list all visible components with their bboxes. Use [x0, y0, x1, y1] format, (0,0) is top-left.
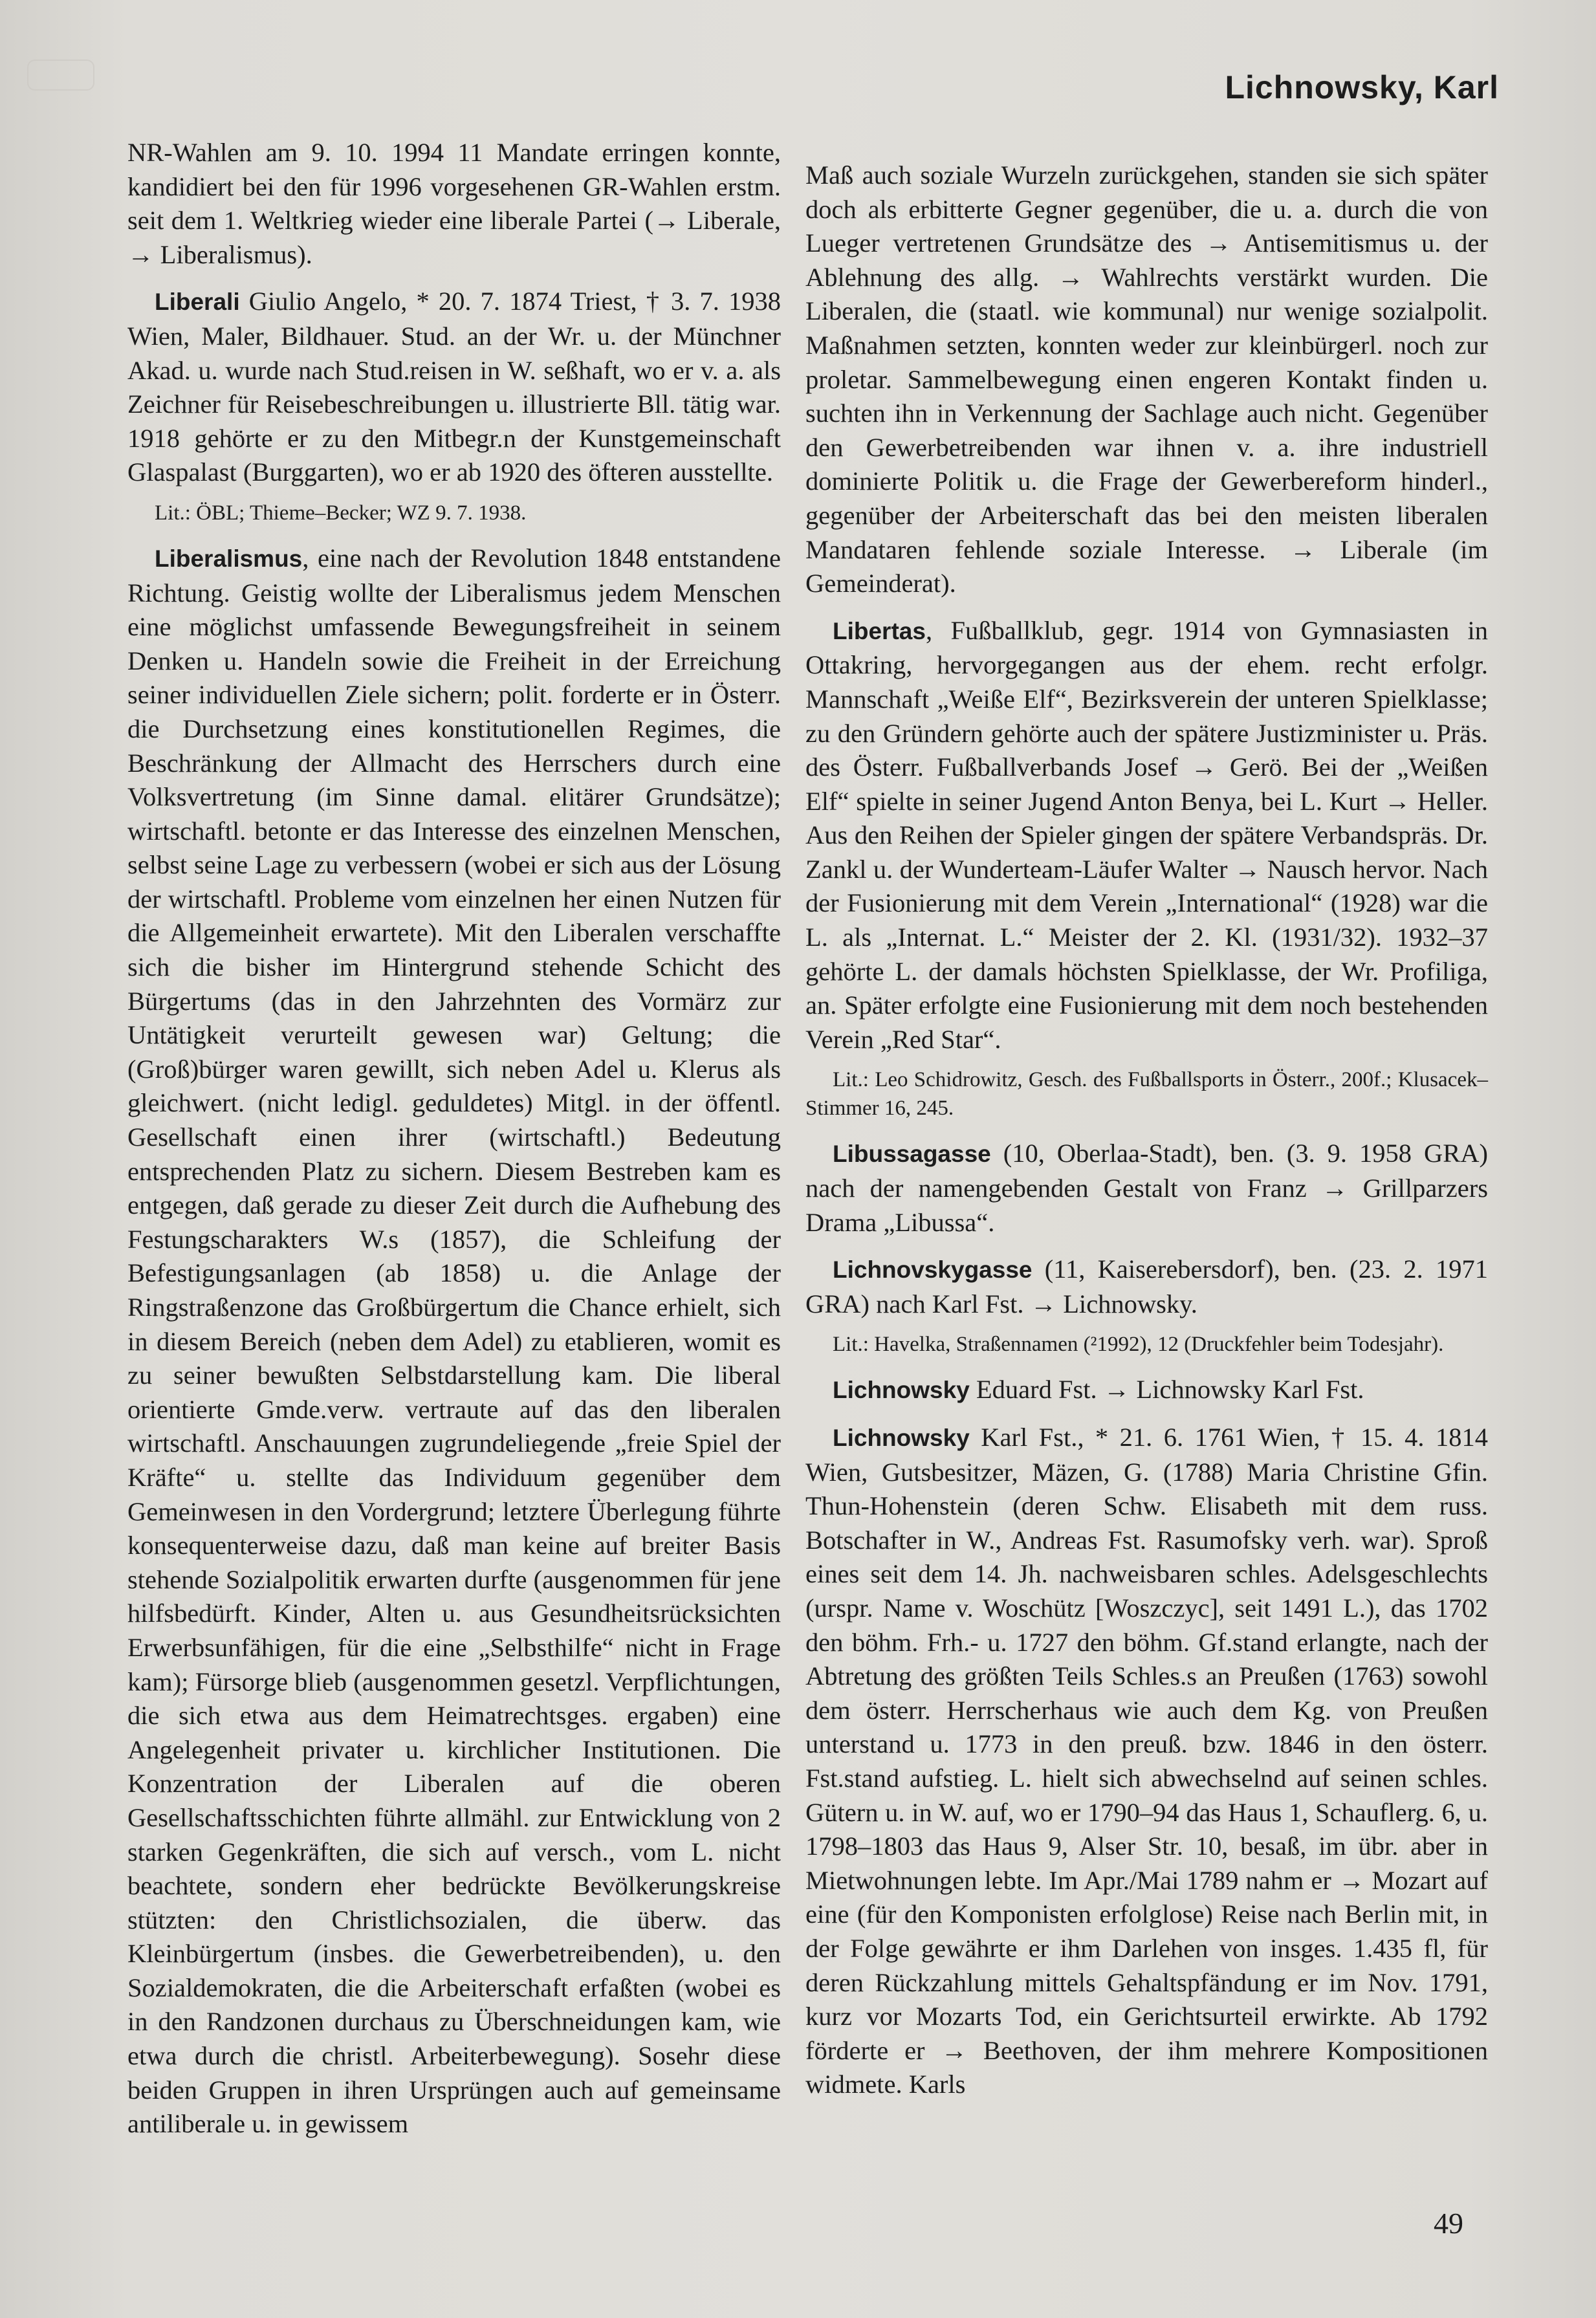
- entry-text: Karl Fst., * 21. 6. 1761 Wien, † 15. 4. 1814 Wien, Gutsbesitzer, Mäzen, G. (1788) Maria Christine Gfin. Thun-Hohenstein (deren Schw. Elisabeth mit dem russ. Botschafter in W., Andreas Fst. Rasumofsky verh. war). Sproß eines seit dem 14. Jh. nachweisbaren schles. Adelsgeschlechts (urspr. Name v. Woschütz [Woszczyc], seit 1491 L.), das 1702 den böhm. Frh.- u. 1727 den böhm. Gf.stand erlangte, nach der Abtretung des größten Teils Schles.s an Preußen (1763) sowohl dem österr. Herrscherhaus wie auch dem Kg. von Preußen unterstand u. 1773 in den preuß. bzw. 1846 in den österr. Fst.stand aufstieg. L. hielt sich abwechselnd auf seinen schles. Gütern u. in W. auf, wo er 1790–94 das Haus 1, Schauflerg. 6, u. 1798–1803 das Haus 9, Alser Str. 10, besaß, im übr. aber in Mietwohnungen lebte. Im Apr./Mai 1789 nahm er → Mozart auf eine (für den Komponisten erfolglose) Reise nach Berlin mit, in der Folge gewährte er ihm Darlehen von insges. 1.435 fl, für deren Rückzahlung mittels Gehaltspfändung er im Nov. 1791, kurz vor Mozarts Tod, ein Gerichtsurteil erwirkte. Ab 1792 förderte er → Beethoven, der ihm mehrere Kompositionen widmete. Karls: [805, 1423, 1488, 2099]
- faint-stamp-mark: [27, 60, 94, 91]
- entry-lemma: Liberali: [155, 289, 240, 316]
- entry-paragraph: [805, 1137, 1488, 1240]
- entry-paragraph: [127, 136, 781, 272]
- entry-lemma: Liberalismus: [155, 545, 303, 572]
- entry-text: , eine nach der Revolution 1848 entstandene Richtung. Geistig wollte der Liberalismus jedem Menschen eine möglichst umfassende Bewegungsfreiheit in seinem Denken u. Handeln sowie die Freiheit in der Erreichung seiner individuellen Ziele sichern; polit. forderte er in Österr. die Durchsetzung eines konstitutionellen Regimes, die Beschränkung der Allmacht des Herrschers durch eine Volksvertretung (im Sinne damal. elitärer Grundsätze); wirtschaftl. betonte er das Interesse des einzelnen Menschen, selbst seine Lage zu verbessern (wobei er sich aus der Lösung der wirtschaftl. Probleme vom einzelnen her einen Nutzen für die Allgemeinheit erwartete). Mit den Liberalen verschaffte sich die bisher im Hintergrund stehende Schicht des Bürgertums (das in den Jahrzehnten des Vormärz zur Untätigkeit verurteilt gewesen war) Geltung; die (Groß)bürger waren gewillt, sich neben Adel u. Klerus als gleichwert. (nicht ledigl. geduldetes) Mitgl. in der öffentl. Gesellschaft einen ihrer (wirtschaftl.) Bedeutung entsprechenden Platz zu sichern. Diesem Bestreben kam es entgegen, daß gerade zu dieser Zeit durch die Aufhebung des Festungscharakters W.s (1857), die Schleifung der Befestigungsanlagen (ab 1858) u. die Anlage der Ringstraßenzone das Großbürgertum die Chance erhielt, sich in diesem Bereich (neben dem Adel) zu etablieren, womit es zu seiner bewußten Selbstdarstellung kam. Die liberal orientierte Gmde.verw. vertraute auf das den liberalen wirtschaftl. Anschauungen zugrundeliegende „freie Spiel der Kräfte“ u. stellte das Individuum gegenüber dem Gemeinwesen in den Vordergrund; letztere Überlegung führte konsequenterweise dazu, daß man keine auf breiter Basis stehende Sozialpolitik erwarten durfte (ausgenommen für jene hilfsbedürft. Kinder, Alten u. aus Gesundheitsrücksichten Erwerbsunfähigen, für die eine „Selbsthilfe“ nicht in Frage kam); Fürsorge blieb (ausgenommen gesetzl. Verpflichtungen, die sich etwa aus dem Heimatrechtsges. ergaben) eine Angelegenheit privater u. kirchlicher Institutionen. Die Konzentration der Liberalen auf die oberen Gesellschaftsschichten führte allmähl. zur Entwicklung von 2 starken Gegenkräften, die sich auf versch., vom L. nicht beachtete, sondern eher bedrückte Bevölkerungskreise stützten: den Christlichsozialen, die überw. das Kleinbürgertum (insbes. die Gewerbetreibenden), u. den Sozialdemokraten, die die Arbeiterschaft erfaßten (wobei es in den Randzonen durchaus zu Überschneidungen kam, wie etwa durch die christl. Arbeiterbewegung). Sosehr diese beiden Gruppen in ihren Ursprüngen auch auf gemeinsame antiliberale u. in gewissem: [127, 543, 781, 2139]
- entry-text: Maß auch soziale Wurzeln zurückgehen, standen sie sich später doch als erbitterte Gegner gegenüber, die u. a. durch die von Lueger vertretenen Grundsätze des → Antisemitismus u. der Ablehnung des allg. → Wahlrechts verstärkt wurden. Die Liberalen, die (staatl. wie kommunal) nur wenige sozialpolit. Maßnahmen setzten, konnten weder zur kleinbürgerl. noch zur proletar. Sammelbewegung einen engeren Kontakt finden u. suchten ihn in Verkennung der Sachlage auch nicht. Gegenüber den Gewerbetreibenden war ihnen v. a. ihre industriell dominierte Politik u. die Frage der Gewerbereform hinderl., gegenüber der Arbeiterschaft das bei den meisten liberalen Mandataren fehlende soziale Interesse. → Liberale (im Gemeinderat).: [805, 160, 1488, 598]
- entry-paragraph: [805, 1373, 1488, 1408]
- left-column: [127, 136, 781, 2154]
- entry-paragraph: [805, 614, 1488, 1057]
- entry-lemma: Lichnowsky: [833, 1377, 970, 1404]
- entry-lemma: Lichnowsky: [833, 1425, 970, 1451]
- entry-paragraph: [127, 541, 781, 2141]
- entry-lemma: Libussagasse: [833, 1141, 991, 1168]
- entry-paragraph: [127, 285, 781, 490]
- page-number: 49: [1434, 2207, 1463, 2240]
- entry-paragraph: [805, 159, 1488, 601]
- entry-text: (11, Kaiserebersdorf), ben. (23. 2. 1971 GRA) nach Karl Fst. → Lichnowsky.: [805, 1254, 1488, 1318]
- literature-note: Lit.: ÖBL; Thieme–Becker; WZ 9. 7. 1938.: [155, 501, 527, 525]
- literature-note: Lit.: Leo Schidrowitz, Gesch. des Fußballsports in Österr., 200f.; Klusacek–Stimmer 16, 245.: [805, 1068, 1488, 1121]
- entry-lemma: Libertas: [833, 617, 926, 644]
- entry-text: , Fußballklub, gegr. 1914 von Gymnasiasten in Ottakring, hervorgegangen aus der ehem. recht erfolgr. Mannschaft „Weiße Elf“, Bezirksverein der unteren Spielklasse; zu den Gründern gehörte auch der spätere Justizminister u. Präs. des Österr. Fußballverbands Josef → Gerö. Bei der „Weißen Elf“ spielte in seiner Jugend Anton Benya, bei L. Kurt → Heller. Aus den Reihen der Spieler gingen der spätere Verbandspräs. Dr. Zankl u. der Wunderteam-Läufer Walter → Nausch hervor. Nach der Fusionierung mit dem Verein „International“ (1928) war die L. als „Internat. L.“ Meister der 2. Kl. (1931/32). 1932–37 gehörte L. der damals höchsten Spielklasse, der Wr. Profiliga, an. Später erfolgte eine Fusionierung mit dem noch bestehenden Verein „Red Star“.: [805, 615, 1488, 1054]
- entry-paragraph: [805, 1421, 1488, 2102]
- entry-text: NR-Wahlen am 9. 10. 1994 11 Mandate erringen konnte, kandidiert bei den für 1996 vorgesehenen GR-Wahlen erstm. seit dem 1. Weltkrieg wieder eine liberale Partei (→ Liberale, → Liberalismus).: [127, 138, 781, 269]
- entry-paragraph: [805, 1252, 1488, 1321]
- right-column: [805, 159, 1488, 2115]
- entry-text: Eduard Fst. → Lichnowsky Karl Fst.: [969, 1375, 1364, 1405]
- entry-lemma: Lichnovskygasse: [833, 1256, 1033, 1284]
- running-head: Lichnowsky, Karl: [1225, 69, 1499, 105]
- entry-text: (10, Oberlaa-Stadt), ben. (3. 9. 1958 GRA) nach der namengebenden Gestalt von Franz → Grillparzers Drama „Libussa“.: [805, 1139, 1488, 1237]
- literature-note: Lit.: Havelka, Straßennamen (²1992), 12 (Druckfehler beim Todesjahr).: [833, 1333, 1444, 1357]
- entry-text: Giulio Angelo, * 20. 7. 1874 Triest, † 3. 7. 1938 Wien, Maler, Bildhauer. Stud. an der Wr. u. der Münchner Akad. u. wurde nach Stud.reisen in W. seßhaft, wo er v. a. als Zeichner für Reisebeschreibungen u. illustrierte Bll. tätig war. 1918 gehörte er zu den Mitbegr.n der Kunstgemeinschaft Glaspalast (Burggarten), wo er ab 1920 des öfteren ausstellte.: [127, 287, 781, 487]
